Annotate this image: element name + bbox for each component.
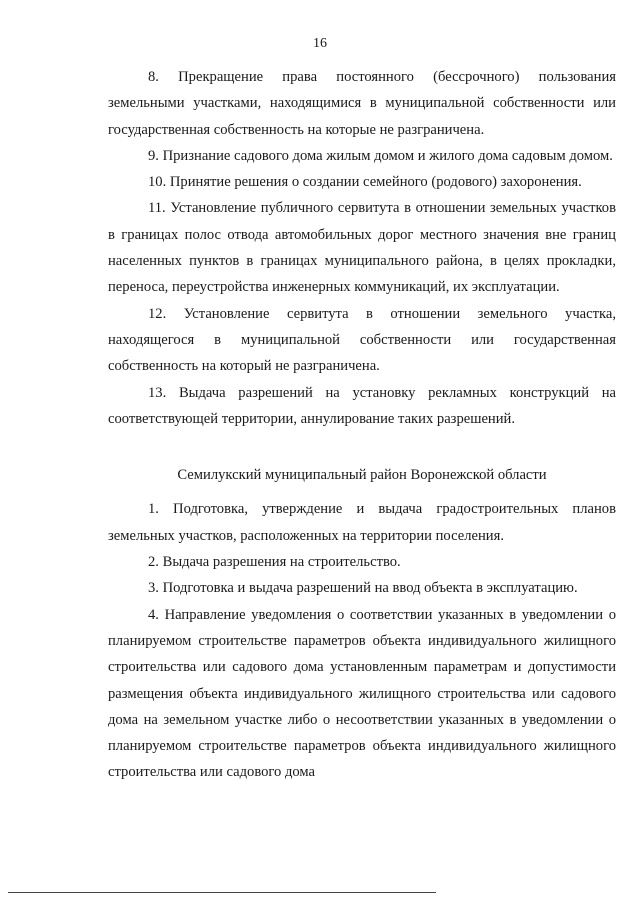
list-item: 12. Установление сервитута в отношении земельного участка, находящегося в муниципальной собственности или государственная собственность на который не разграничена. bbox=[108, 305, 616, 375]
list-item: 3. Подготовка и выдача разрешений на ввод объекта в эксплуатацию. bbox=[148, 580, 578, 597]
list-item: 13. Выдача разрешений на установку рекламных конструкций на соответствующей территории, аннулирование таких разрешений. bbox=[108, 384, 616, 427]
list-item: 8. Прекращение права постоянного (бессрочного) пользования земельными участками, находящимися в муниципальной собственности или государственная собственность на которые не разграничена. bbox=[108, 69, 616, 138]
footer-divider bbox=[8, 892, 436, 893]
list-item: 10. Принятие решения о создании семейного (родового) захоронения. bbox=[148, 174, 582, 191]
list-item: 1. Подготовка, утверждение и выдача градостроительных планов земельных участков, расположенных на территории поселения. bbox=[108, 501, 616, 544]
section-heading: Семилукский муниципальный район Воронежской области bbox=[177, 467, 547, 484]
list-item: 9. Признание садового дома жилым домом и жилого дома садовым домом. bbox=[148, 147, 613, 164]
page-number: 16 bbox=[313, 36, 327, 51]
list-item: 4. Направление уведомления о соответствии указанных в уведомлении о планируемом строительстве параметров объекта индивидуального жилищного строительства или садового дома установленным параметрам и допустимости размещения объекта индивидуального жилищного строительства или садового дома на земельном участке либо о несоответствии указанных в уведомлении о планируемом строительстве параметров объекта индивидуального жилищного строительства или садового дома bbox=[108, 606, 616, 781]
document-body bbox=[108, 64, 616, 786]
list-item: 11. Установление публичного сервитута в отношении земельных участков в границах полос отвода автомобильных дорог местного значения вне границ населенных пунктов в границах муниципального района, в целях прокладки, переноса, переустройства инженерных коммуникаций, их эксплуатации. bbox=[108, 200, 616, 296]
list-item: 2. Выдача разрешения на строительство. bbox=[148, 554, 401, 571]
